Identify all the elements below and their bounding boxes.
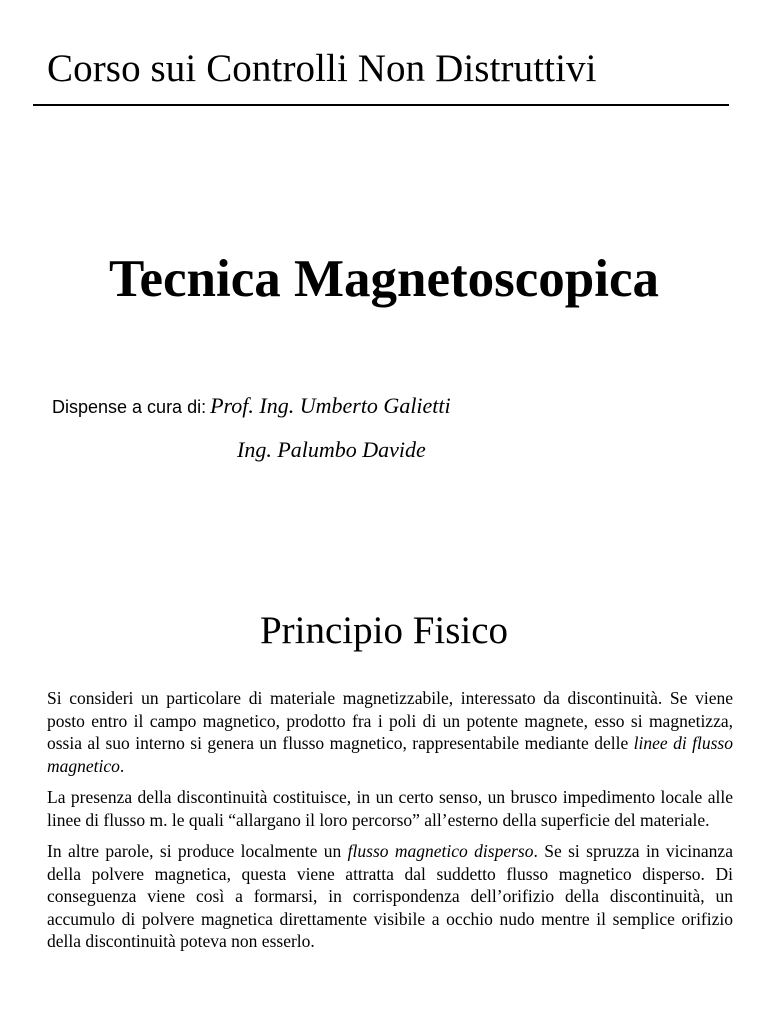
paragraph <box>47 687 733 777</box>
header-rule <box>33 104 729 106</box>
authors-prefix: Dispense a cura di: <box>52 397 207 417</box>
paragraph-text: Si consideri un particolare di materiale magnetizzabile, interessato da discontinuità. Se viene posto entro il campo magnetico, prodotto fra i poli di un potente magnete, esso si magnetizza, ossia al suo interno si genera un flusso magnetico, rappresentabile mediante delle <box>47 688 733 753</box>
document-title: Tecnica Magnetoscopica <box>108 250 660 308</box>
paragraph-text: In altre parole, si produce localmente un <box>47 841 348 861</box>
section-title: Principio Fisico <box>259 609 509 652</box>
paragraph <box>47 840 733 953</box>
section-body <box>47 687 733 962</box>
paragraph-text: . <box>119 755 125 776</box>
author-primary: Prof. Ing. Umberto Galietti <box>210 393 451 418</box>
course-title: Corso sui Controlli Non Distruttivi <box>47 47 597 90</box>
author-secondary: Ing. Palumbo Davide <box>237 437 426 462</box>
paragraph-text: La presenza della discontinuità costituisce, in un certo senso, un brusco impedimento locale alle linee di flusso m. le quali “allargano il loro percorso” all’esterno della superficie del materiale. <box>47 787 733 830</box>
paragraph <box>47 786 733 831</box>
paragraph-text: . Se si spruzza in vicinanza della polvere magnetica, questa viene attratta dal suddetto flusso magnetico disperso. Di conseguenza viene così a formarsi, in corrispondenza dell’orifizio della discontinuità, un accumulo di polvere magnetica direttamente visibile a occhio nudo mentre il semplice orifizio della discontinuità poteva non esserlo. <box>47 841 733 951</box>
paragraph-emphasis: flusso magnetico disperso <box>347 841 534 861</box>
paragraph-emphasis: linee di flusso magnetico <box>47 733 733 776</box>
authors-line <box>52 388 451 427</box>
